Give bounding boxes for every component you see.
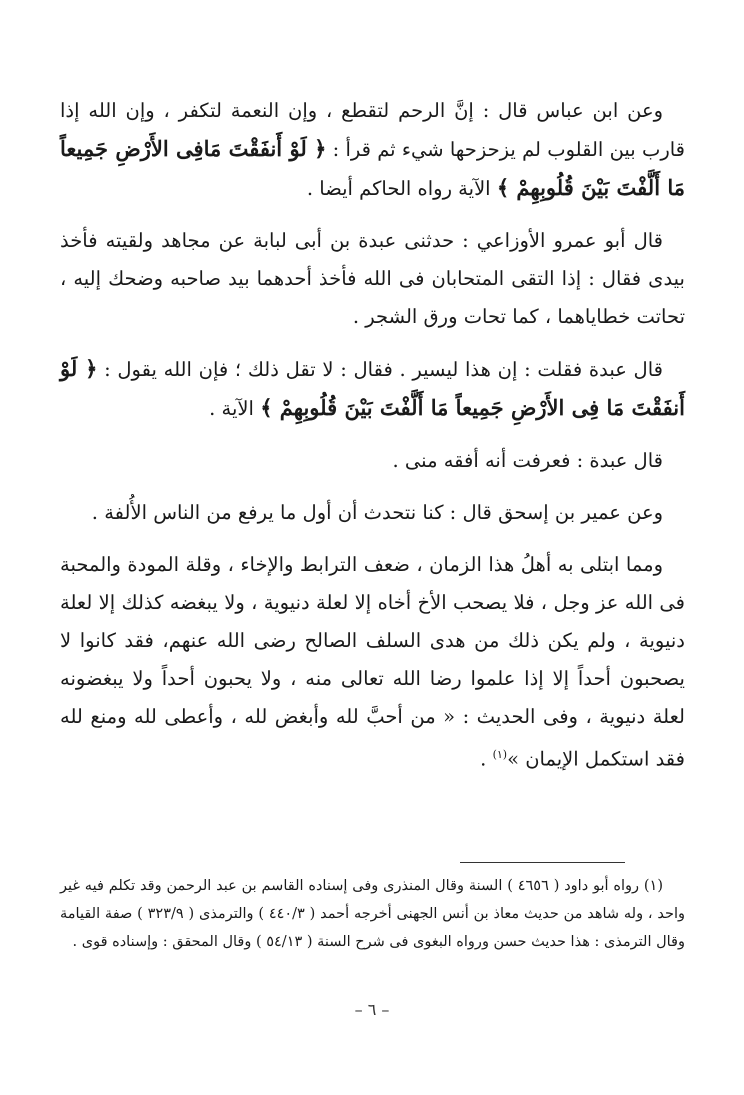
paragraph-text: ومما ابتلى به أهلُ هذا الزمان ، ضعف الترابط والإخاء ، وقلة المودة والمحبة فى الله عز وجل ، فلا يصحب الأخ أخاه إلا لعلة دنيوية ، ولا يبغضه كذلك إلا لعلة دنيوية ، ولم يكن ذلك من هدى السلف الصالح رضى الله عنهم، فقد كانوا لا يصحبون أحداً إلا إذا علموا رضا الله تعالى منه ، ولا يحبون أحداً ولا يبغضونه لعلة دنيوية ، وفى الحديث : « من أحبَّ لله وأبغض لله ، وأعطى لله ومنع لله فقد استكمل الإيمان » <box>60 553 685 771</box>
paragraph-text: الآية . <box>209 397 261 420</box>
paragraph-ibn-abbas <box>60 92 685 208</box>
paragraph-text: قال عبدة : فعرفت أنه أفقه منى . <box>392 449 663 472</box>
paragraph-abda-1 <box>60 350 685 428</box>
paragraph-text: وعن عمير بن إسحق قال : كنا نتحدث أن أول ما يرفع من الناس الأُلفة . <box>91 501 663 524</box>
quran-verse: ﴿ لَوْ أَنفَقْتَ مَافِى الأَرْضِ جَمِيعاً مَا أَلَّفْتَ بَيْنَ قُلُوبِهِمْ ﴾ <box>60 136 685 200</box>
paragraph-text: قال أبو عمرو الأوزاعي : حدثنى عبدة بن أبى لبابة عن مجاهد ولقيته فأخذ بيدى فقال : إذا التقى المتحابان فى الله فأخذ أحدهما بيد صاحبه وضحك إليه ، تحاتت خطاياهما ، كما تحات ورق الشجر . <box>60 229 685 328</box>
main-text <box>60 92 685 793</box>
paragraph-awzai <box>60 222 685 336</box>
paragraph-umair <box>60 494 685 532</box>
footnotes <box>60 872 685 956</box>
paragraph-text: وعن ابن عباس قال : إنَّ الرحم لتقطع ، وإن النعمة لتكفر ، وإن الله إذا قارب بين القلوب لم يزحزحها شيء ثم قرأ : <box>60 99 686 161</box>
page-number: – ٦ – <box>354 1000 390 1019</box>
paragraph-text: قال عبدة فقلت : إن هذا ليسير . فقال : لا تقل ذلك ؛ فإن الله يقول : <box>104 358 663 381</box>
paragraph-text: . <box>480 747 493 771</box>
quran-verse: ﴿ لَوْ أَنفَقْتَ مَا فِى الأَرْضِ جَمِيعاً مَا أَلَّفْتَ بَيْنَ قُلُوبِهِمْ ﴾ <box>60 356 685 420</box>
footnote-item: (١) رواه أبو داود ( ٤٦٥٦ ) السنة وقال المنذرى وفى إسناده القاسم بن عبد الرحمن وقد تكلم فيه غير واحد ، وله شاهد من حديث معاذ بن أنس الجهنى أخرجه أحمد ( ٤٤٠/٣ ) والترمذى ( ٣٢٣/٩ ) صفة القيامة وقال الترمذى : هذا حديث حسن ورواه البغوى فى شرح السنة ( ٥٤/١٣ ) وقال المحقق : وإسناده قوى . <box>60 878 685 950</box>
paragraph-text: الآية رواه الحاكم أيضا . <box>306 177 497 200</box>
footnote-ref: (١) <box>492 748 508 761</box>
paragraph-abda-2 <box>60 442 685 480</box>
footnote-separator <box>460 862 625 863</box>
paragraph-trial <box>60 546 685 779</box>
